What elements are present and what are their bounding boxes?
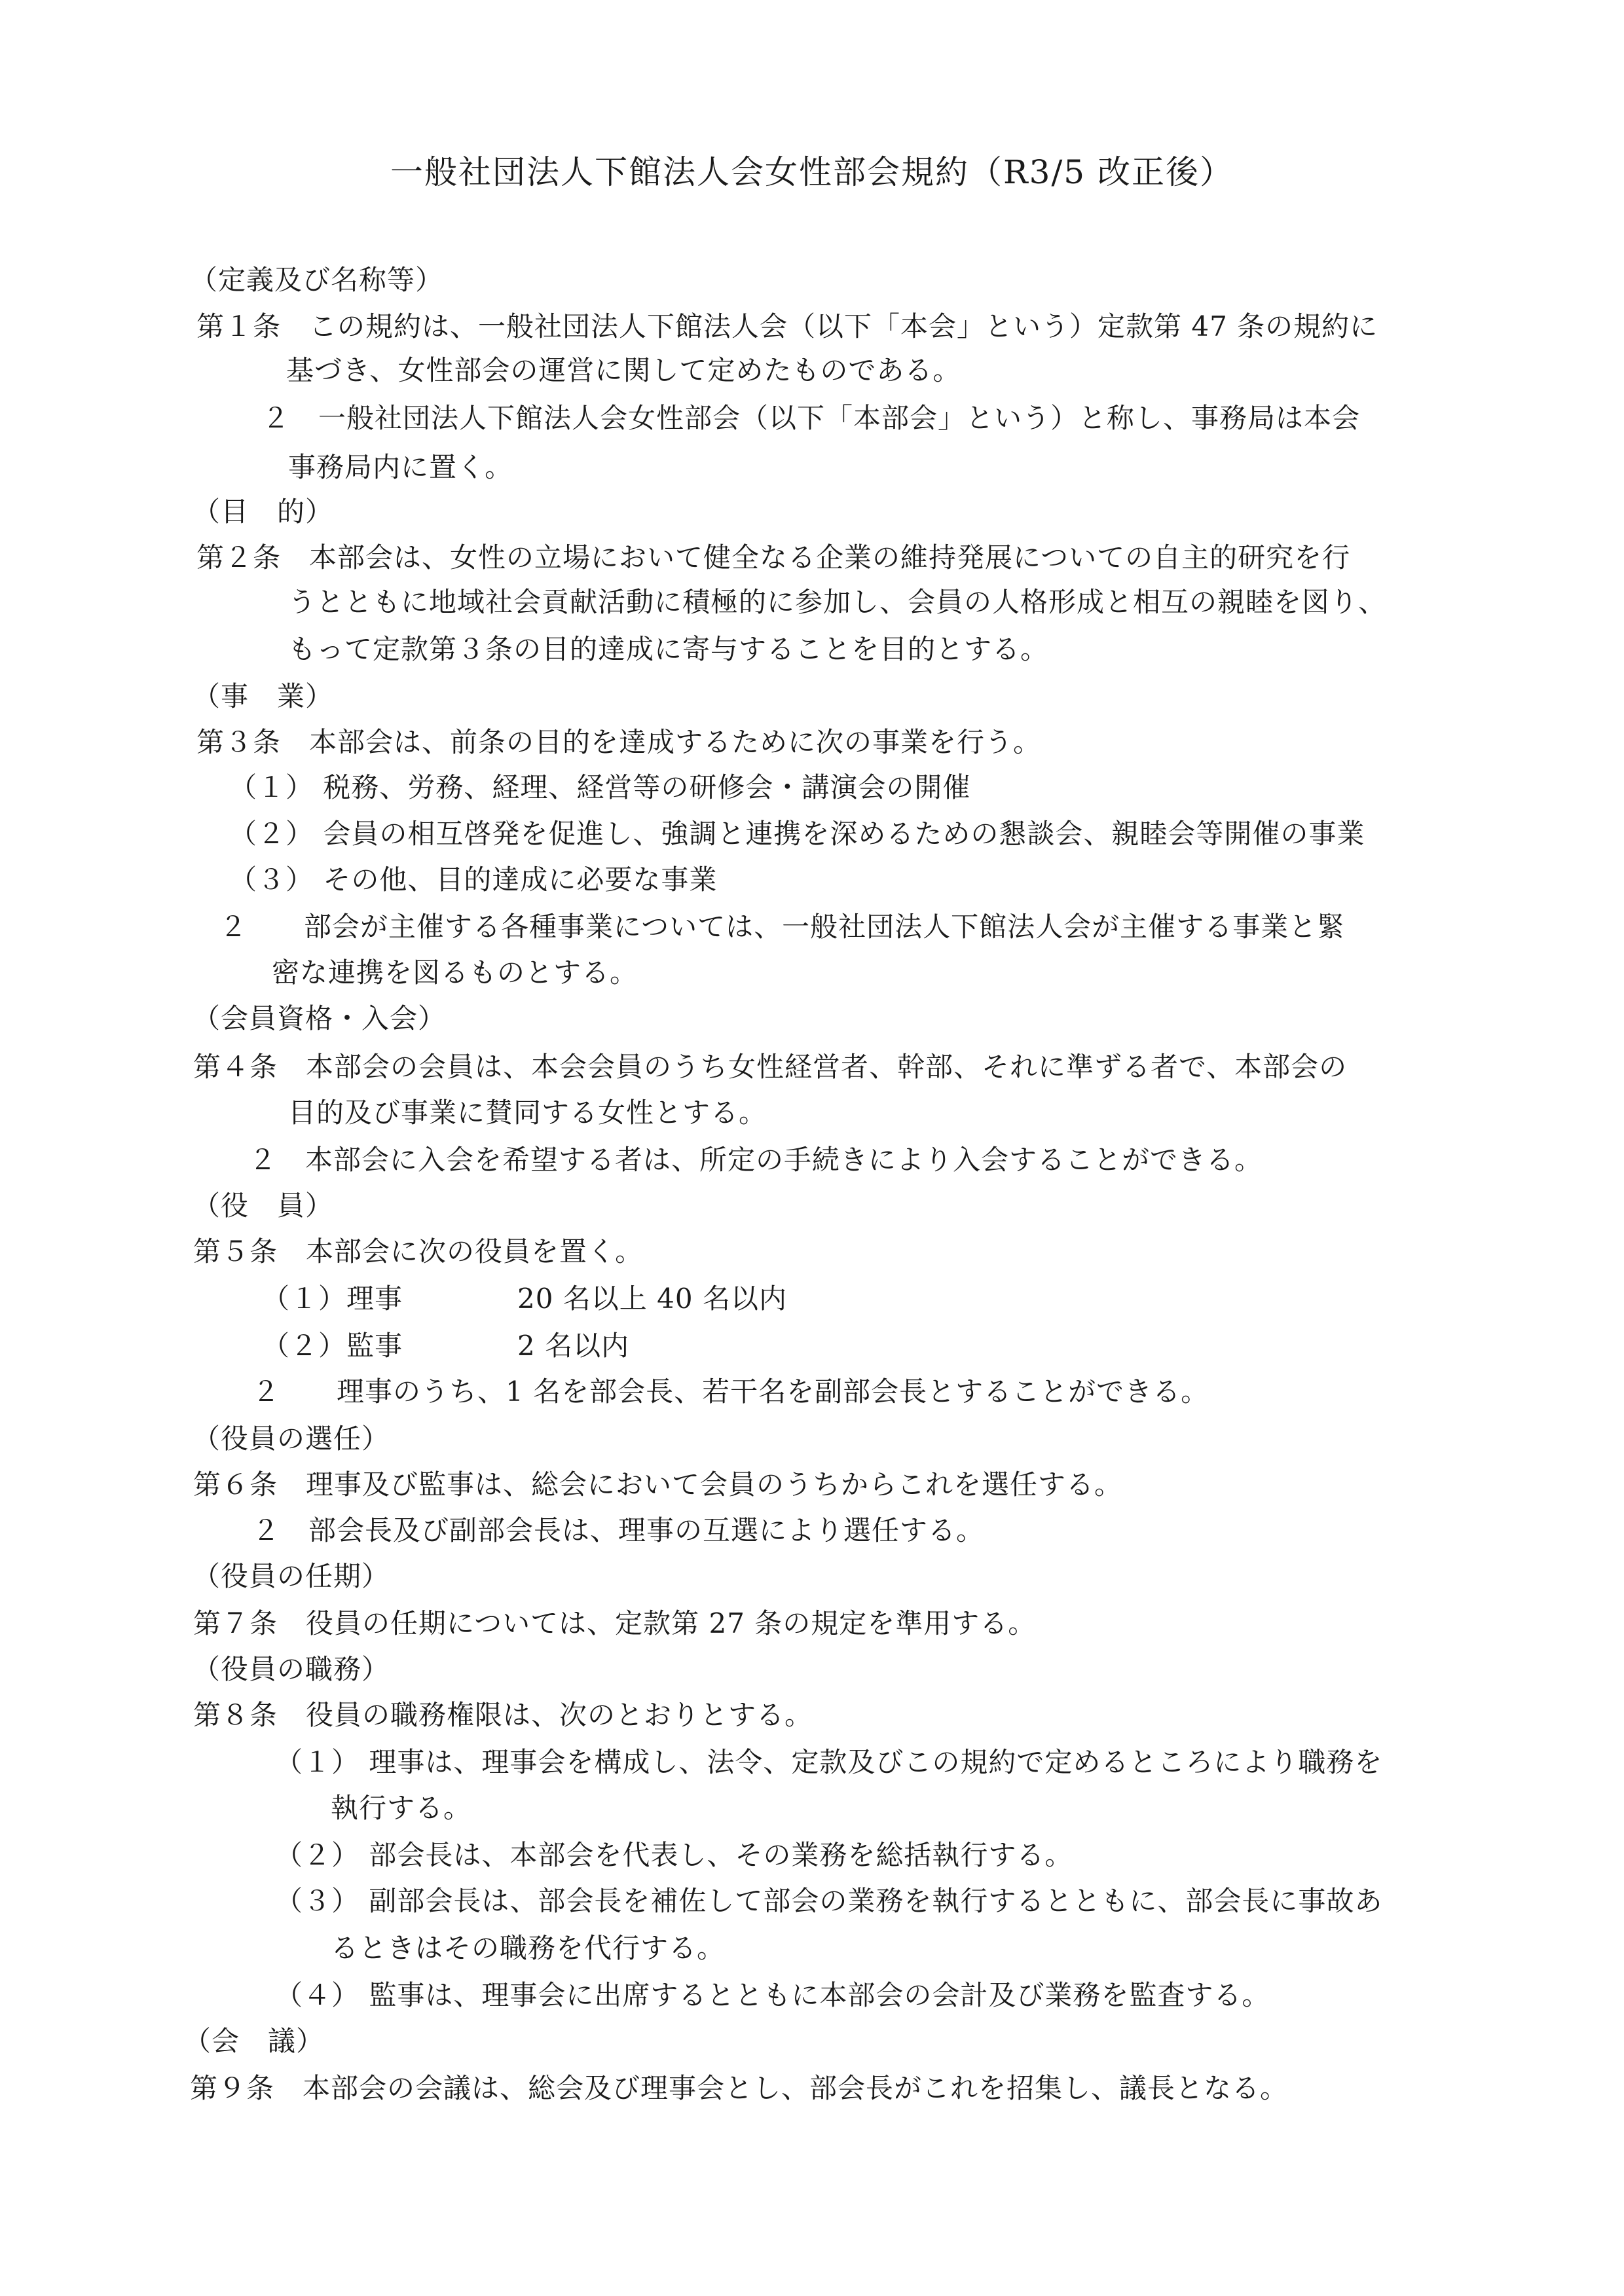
section-heading-business: （事 業） xyxy=(193,680,334,712)
article-5-item-1-label: （１）理事 xyxy=(262,1283,403,1315)
article-3-para-2-line-1: ２ 部会が主催する各種事業については、一般社団法人下館法人会が主催する事業と緊 xyxy=(219,911,1346,943)
article-4-line-1: 第４条 本部会の会員は、本会会員のうち女性経営者、幹部、それに準ずる者で、本部会の xyxy=(193,1051,1348,1083)
article-5-line-1: 第５条 本部会に次の役員を置く。 xyxy=(193,1235,644,1267)
article-8-item-4: （４） 監事は、理事会に出席するとともに本部会の会計及び業務を監査する。 xyxy=(275,1979,1270,2011)
article-2-line-2: うとともに地域社会貢献活動に積極的に参加し、会員の人格形成と相互の親睦を図り、 xyxy=(288,586,1387,618)
section-heading-meetings: （会 議） xyxy=(183,2025,325,2057)
article-7-line-1: 第７条 役員の任期については、定款第 27 条の規定を準用する。 xyxy=(193,1607,1037,1639)
article-9-line-1: 第９条 本部会の会議は、総会及び理事会とし、部会長がこれを招集し、議長となる。 xyxy=(190,2072,1289,2104)
section-heading-election: （役員の選任） xyxy=(193,1423,390,1455)
section-heading-membership: （会員資格・入会） xyxy=(193,1002,447,1034)
article-5-para-2: ２ 理事のうち、1 名を部会長、若干名を副部会長とすることができる。 xyxy=(252,1376,1209,1408)
article-3-line-1: 第３条 本部会は、前条の目的を達成するために次の事業を行う。 xyxy=(196,726,1042,758)
section-heading-term: （役員の任期） xyxy=(193,1560,390,1592)
article-2-line-1: 第２条 本部会は、女性の立場において健全なる企業の維持発展についての自主的研究を行 xyxy=(196,541,1351,574)
article-4-line-2: 目的及び事業に賛同する女性とする。 xyxy=(288,1097,767,1129)
article-8-item-2: （２） 部会長は、本部会を代表し、その業務を総括執行する。 xyxy=(275,1839,1073,1871)
article-5-item-1-value: 20 名以上 40 名以内 xyxy=(517,1283,787,1315)
article-3-para-2-line-2: 密な連携を図るものとする。 xyxy=(272,957,638,989)
article-5-item-2-value: 2 名以内 xyxy=(517,1330,630,1362)
article-8-item-3-line-1: （３） 副部会長は、部会長を補佐して部会の業務を執行するとともに、部会長に事故あ xyxy=(275,1885,1383,1917)
article-8-item-3-line-2: るときはその職務を代行する。 xyxy=(331,1932,726,1964)
article-6-line-1: 第６条 理事及び監事は、総会において会員のうちからこれを選任する。 xyxy=(193,1468,1123,1501)
article-5-item-2-label: （２）監事 xyxy=(262,1330,403,1362)
article-8-line-1: 第８条 役員の職務権限は、次のとおりとする。 xyxy=(193,1699,813,1731)
article-3-item-1: （１） 税務、労務、経理、経営等の研修会・講演会の開催 xyxy=(229,771,971,803)
article-3-item-3: （３） その他、目的達成に必要な事業 xyxy=(229,864,718,896)
article-3-item-2: （２） 会員の相互啓発を促進し、強調と連携を深めるための懇談会、親睦会等開催の事業 xyxy=(229,818,1365,850)
article-1-para-2-line-1: ２ 一般社団法人下館法人会女性部会（以下「本部会」という）と称し、事務局は本会 xyxy=(262,402,1361,434)
document-title: 一般社団法人下館法人会女性部会規約（R3/5 改正後） xyxy=(390,153,1234,191)
article-1-para-2-line-2: 事務局内に置く。 xyxy=(288,451,513,483)
section-heading-purpose: （目 的） xyxy=(193,496,334,528)
article-2-line-3: もって定款第３条の目的達成に寄与することを目的とする。 xyxy=(288,633,1049,665)
article-1-line-2: 基づき、女性部会の運営に関して定めたものである。 xyxy=(286,354,961,386)
section-heading-duties: （役員の職務） xyxy=(193,1653,390,1685)
section-heading-officers: （役 員） xyxy=(193,1190,334,1222)
article-1-line-1: 第１条 この規約は、一般社団法人下館法人会（以下「本会」という）定款第 47 条の規約に xyxy=(196,310,1378,342)
article-8-item-1-line-2: 執行する。 xyxy=(331,1792,472,1824)
section-heading-definition: （定義及び名称等） xyxy=(190,264,444,296)
article-4-para-2: ２ 本部会に入会を希望する者は、所定の手続きにより入会することができる。 xyxy=(249,1144,1263,1176)
article-6-para-2: ２ 部会長及び副部会長は、理事の互選により選任する。 xyxy=(252,1514,985,1546)
article-8-item-1-line-1: （１） 理事は、理事会を構成し、法令、定款及びこの規約で定めるところにより職務を xyxy=(275,1746,1383,1778)
